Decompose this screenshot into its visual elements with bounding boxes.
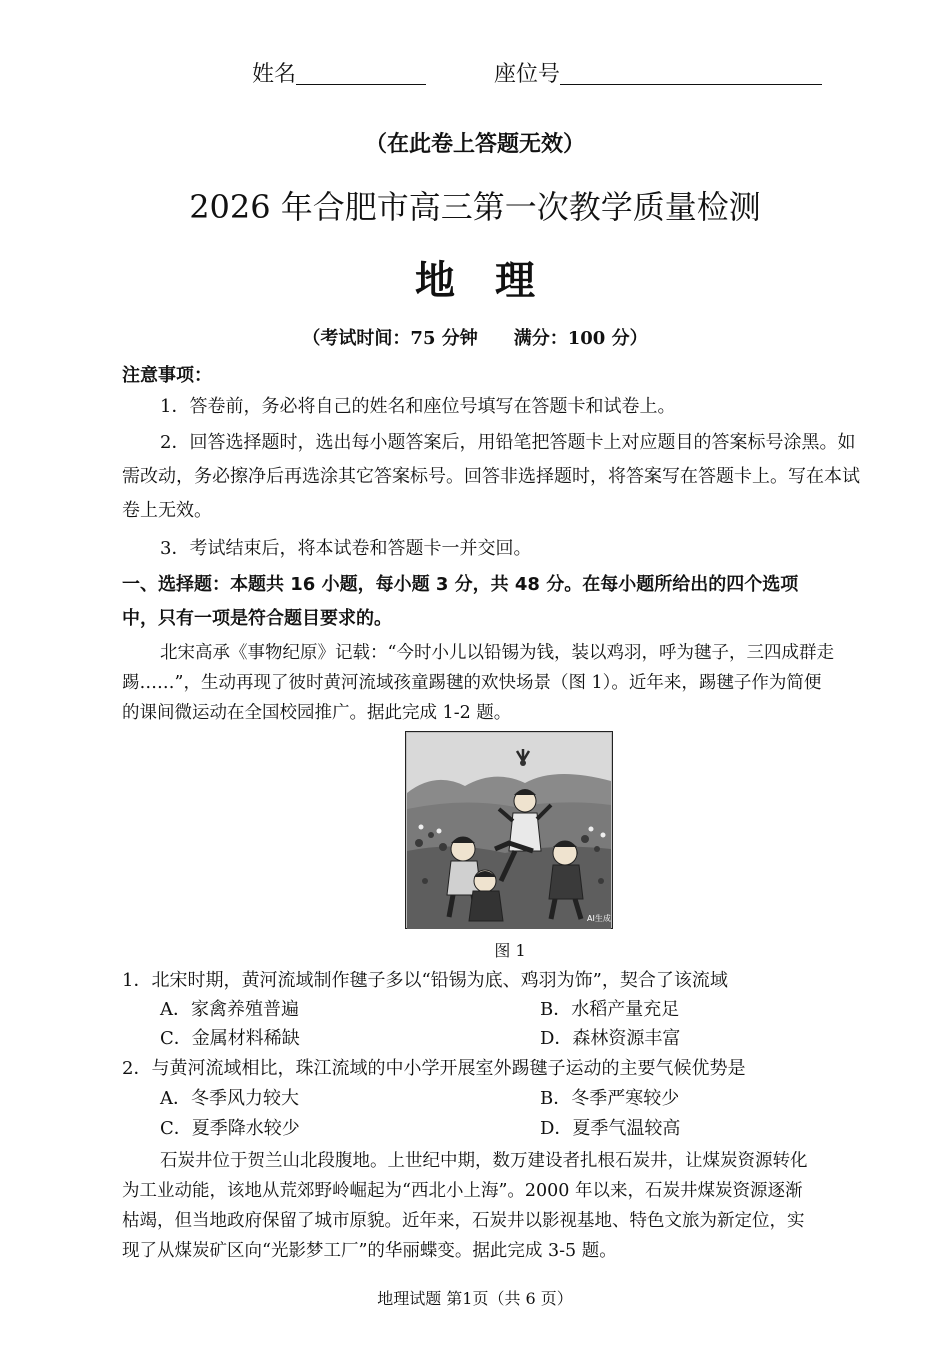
q2-option-d[interactable]: D．夏季气温较高 — [540, 1118, 681, 1139]
notice-item-2-line-3: 卷上无效。 — [122, 500, 212, 521]
page-footer: 地理试题 第1页（共 6 页） — [377, 1289, 573, 1308]
passage2-line-4: 现了从煤炭矿区向“光影梦工厂”的华丽蝶变。据此完成 3-5 题。 — [122, 1241, 617, 1261]
q1-option-c[interactable]: C．金属材料稀缺 — [160, 1028, 300, 1049]
invalid-note: （在此卷上答题无效） — [364, 132, 585, 157]
kids-playing-shuttlecock-illustration — [405, 731, 613, 929]
passage1-line-1: 北宋高承《事物纪原》记载：“今时小儿以铅锡为钱，装以鸡羽，呼为毽子，三四成群走 — [160, 643, 834, 663]
passage2-line-2: 为工业动能，该地从荒郊野岭崛起为“西北小上海”。2000 年以来，石炭井煤炭资源逐渐 — [122, 1181, 803, 1201]
passage2-line-1: 石炭井位于贺兰山北段腹地。上世纪中期，数万建设者扎根石炭井，让煤炭资源转化 — [160, 1151, 808, 1171]
q1-stem: 1．北宋时期，黄河流域制作毽子多以“铅锡为底、鸡羽为饰”，契合了该流域 — [122, 970, 728, 991]
figure1-image — [405, 731, 613, 929]
subject-title: 地 理 — [415, 258, 535, 304]
notice-title: 注意事项： — [122, 365, 212, 386]
section1-heading-line-1: 一、选择题：本题共 16 小题，每小题 3 分，共 48 分。在每小题所给出的四个选项 — [122, 574, 799, 595]
q2-option-c[interactable]: C．夏季降水较少 — [160, 1118, 300, 1139]
q1-option-b[interactable]: B．水稻产量充足 — [540, 999, 680, 1020]
exam-title: 2026 年合肥市高三第一次教学质量检测 — [189, 188, 761, 226]
name-field[interactable] — [252, 60, 426, 90]
q2-stem: 2．与黄河流域相比，珠江流域的中小学开展室外踢毽子运动的主要气候优势是 — [122, 1058, 746, 1079]
q2-option-a[interactable]: A．冬季风力较大 — [160, 1088, 299, 1109]
notice-item-1: 1．答卷前，务必将自己的姓名和座位号填写在答题卡和试卷上。 — [160, 396, 676, 417]
notice-item-2-line-1: 2．回答选择题时，选出每小题答案后，用铅笔把答题卡上对应题目的答案标号涂黑。如 — [160, 432, 856, 453]
q1-option-d[interactable]: D．森林资源丰富 — [540, 1028, 681, 1049]
notice-item-3: 3．考试结束后，将本试卷和答题卡一并交回。 — [160, 538, 532, 559]
figure1-watermark: AI生成 — [587, 914, 611, 923]
q2-option-b[interactable]: B．冬季严寒较少 — [540, 1088, 680, 1109]
name-label: 姓名 — [252, 62, 297, 87]
q1-option-a[interactable]: A．家禽养殖普遍 — [160, 999, 299, 1020]
exam-info: （考试时间：75 分钟 满分：100 分） — [302, 328, 648, 349]
notice-item-2-line-2: 需改动，务必擦净后再选涂其它答案标号。回答非选择题时，将答案写在答题卡上。写在本试 — [122, 466, 860, 487]
seat-blank[interactable] — [560, 62, 822, 85]
seat-label: 座位号 — [494, 62, 561, 87]
seat-field[interactable] — [494, 60, 822, 90]
section1-heading-line-2: 中，只有一项是符合题目要求的。 — [122, 608, 392, 629]
passage1-line-3: 的课间微运动在全国校园推广。据此完成 1-2 题。 — [122, 703, 512, 723]
passage2-line-3: 枯竭，但当地政府保留了城市原貌。近年来，石炭井以影视基地、特色文旅为新定位，实 — [122, 1211, 805, 1231]
name-blank[interactable] — [296, 62, 426, 85]
passage1-line-2: 踢……”，生动再现了彼时黄河流域孩童踢毽的欢快场景（图 1）。近年来，踢毽子作为简便 — [122, 673, 822, 693]
figure1-caption: 图 1 — [494, 941, 526, 960]
